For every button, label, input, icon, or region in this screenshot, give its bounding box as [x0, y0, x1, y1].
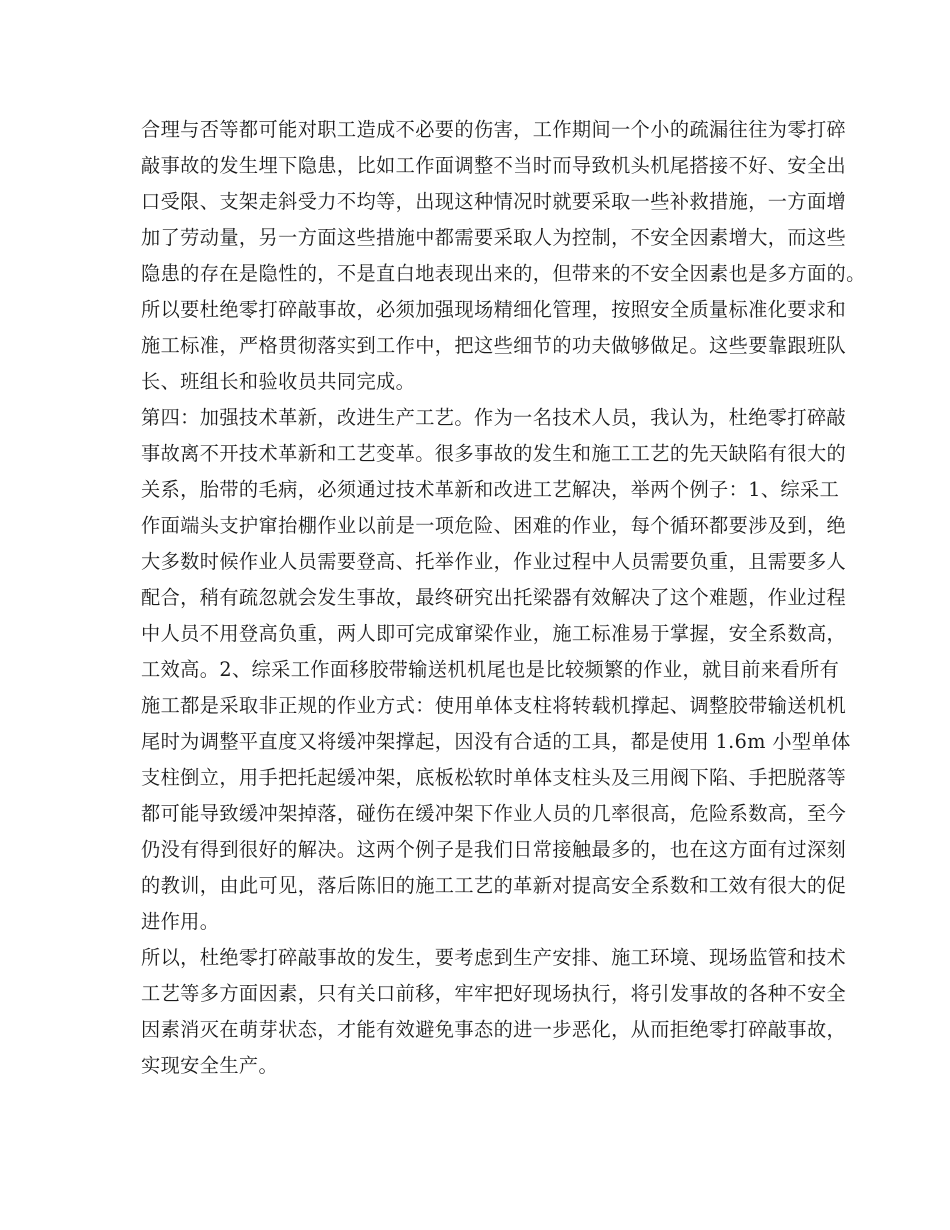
text-line: 工效高。2、综采工作面移胶带输送机机尾也是比较频繁的作业，就目前来看所有: [141, 658, 840, 681]
text-line: 所以，杜绝零打碎敲事故的发生，要考虑到生产安排、施工环境、现场监管和技术: [141, 946, 847, 969]
text-line: 口受限、支架走斜受力不均等，出现这种情况时就要采取一些补救措施，一方面增: [141, 190, 847, 213]
text-line: 支柱倒立，用手把托起缓冲架，底板松软时单体支柱头及三用阀下陷、手把脱落等: [141, 766, 847, 789]
text-line: 作面端头支护窜抬棚作业以前是一项危险、困难的作业，每个循环都要涉及到，绝: [141, 514, 847, 537]
text-line: 因素消灭在萌芽状态，才能有效避免事态的进一步恶化，从而拒绝零打碎敲事故，: [141, 1018, 847, 1041]
text-line: 长、班组长和验收员共同完成。: [141, 370, 416, 393]
text-line: 的教训，由此可见，落后陈旧的施工工艺的革新对提高安全系数和工效有很大的促: [141, 874, 847, 897]
text-line: 大多数时候作业人员需要登高、托举作业，作业过程中人员需要负重，且需要多人: [141, 550, 847, 573]
text-line: 敲事故的发生埋下隐患，比如工作面调整不当时而导致机头机尾搭接不好、安全出: [141, 154, 847, 177]
text-line: 进作用。: [141, 910, 220, 933]
text-line: 关系，胎带的毛病，必须通过技术革新和改进工艺解决，举两个例子：1、综采工: [141, 478, 840, 501]
text-line: 事故离不开技术革新和工艺变革。很多事故的发生和施工工艺的先天缺陷有很大的: [141, 442, 847, 465]
text-line: 隐患的存在是隐性的，不是直白地表现出来的，但带来的不安全因素也是多方面的。: [141, 262, 866, 285]
text-line: 施工标准，严格贯彻落实到工作中，把这些细节的功夫做够做足。这些要靠跟班队: [141, 334, 847, 357]
text-line: 实现安全生产。: [141, 1054, 279, 1077]
text-line: 所以要杜绝零打碎敲事故，必须加强现场精细化管理，按照安全质量标准化要求和: [141, 298, 847, 321]
document-body: [141, 112, 866, 1084]
text-line: 第四：加强技术革新，改进生产工艺。作为一名技术人员，我认为，杜绝零打碎敲: [141, 406, 847, 429]
text-line: 仍没有得到很好的解决。这两个例子是我们日常接触最多的，也在这方面有过深刻: [141, 838, 847, 861]
text-line: 加了劳动量，另一方面这些措施中都需要采取人为控制，不安全因素增大，而这些: [141, 226, 847, 249]
text-line: 合理与否等都可能对职工造成不必要的伤害，工作期间一个小的疏漏往往为零打碎: [141, 118, 847, 141]
text-line: 中人员不用登高负重，两人即可完成窜梁作业，施工标准易于掌握，安全系数高，: [141, 622, 847, 645]
text-line: 配合，稍有疏忽就会发生事故，最终研究出托梁器有效解决了这个难题，作业过程: [141, 586, 847, 609]
text-line: 施工都是采取非正规的作业方式：使用单体支柱将转载机撑起、调整胶带输送机机: [141, 694, 847, 717]
text-line: 尾时为调整平直度又将缓冲架撑起，因没有合适的工具，都是使用 1.6m 小型单体: [141, 730, 851, 753]
text-line: 工艺等多方面因素，只有关口前移，牢牢把好现场执行，将引发事故的各种不安全: [141, 982, 847, 1005]
text-line: 都可能导致缓冲架掉落，碰伤在缓冲架下作业人员的几率很高，危险系数高，至今: [141, 802, 847, 825]
